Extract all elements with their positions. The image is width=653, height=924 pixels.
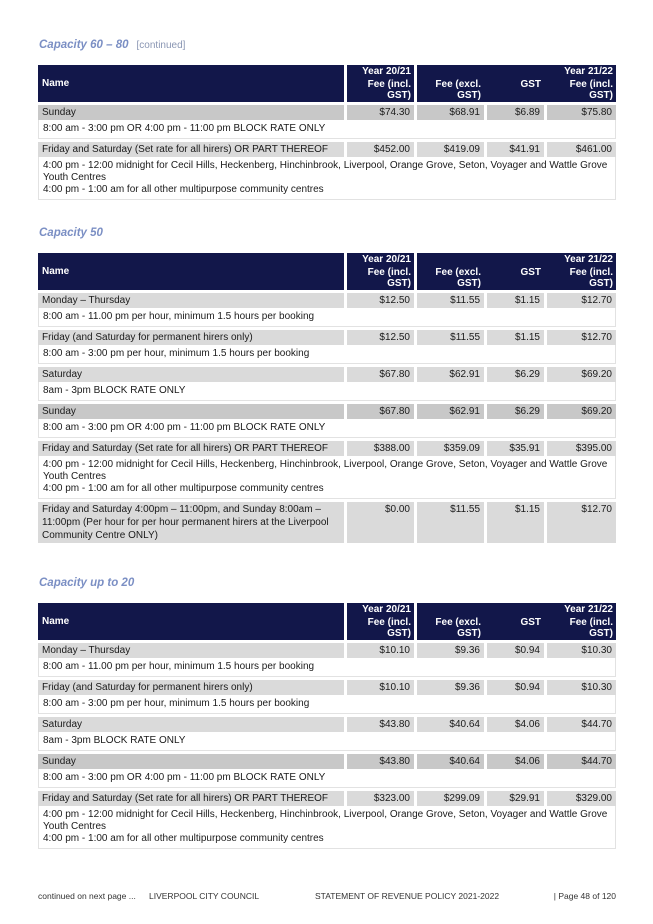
row-fee-incl-new: $69.20 bbox=[544, 364, 616, 382]
row-description bbox=[38, 806, 616, 849]
section-title: Capacity 50 bbox=[39, 227, 103, 239]
column-header-fee-incl-old: Fee (incl. GST) bbox=[344, 616, 414, 640]
column-header-gst: GST bbox=[484, 78, 544, 102]
row-fee-incl-new: $10.30 bbox=[544, 640, 616, 658]
row-fee-excl: $419.09 bbox=[414, 139, 484, 157]
column-header-name: Name bbox=[38, 253, 344, 290]
row-gst: $0.94 bbox=[484, 640, 544, 658]
table-row-description bbox=[38, 157, 616, 200]
row-name: Friday and Saturday (Set rate for all hirers) OR PART THEREOF bbox=[38, 788, 344, 806]
column-header-fee-incl-old: Fee (incl. GST) bbox=[344, 266, 414, 290]
column-header-year-new: Year 21/22 bbox=[414, 253, 616, 266]
table-row-description bbox=[38, 120, 616, 139]
row-gst: $35.91 bbox=[484, 438, 544, 456]
row-fee-incl-new: $395.00 bbox=[544, 438, 616, 456]
row-name: Friday (and Saturday for permanent hirers only) bbox=[38, 327, 344, 345]
row-fee-excl: $359.09 bbox=[414, 438, 484, 456]
table-row-description bbox=[38, 456, 616, 499]
header-row-years bbox=[38, 603, 616, 616]
column-header-year-new: Year 21/22 bbox=[414, 603, 616, 616]
row-fee-incl-old: $43.80 bbox=[344, 714, 414, 732]
row-gst: $6.29 bbox=[484, 364, 544, 382]
column-header-fee-incl-new: Fee (incl. GST) bbox=[544, 266, 616, 290]
row-description bbox=[38, 345, 616, 364]
row-name: Sunday bbox=[38, 401, 344, 419]
table-row-description bbox=[38, 658, 616, 677]
row-fee-incl-old: $12.50 bbox=[344, 290, 414, 308]
header-row-years bbox=[38, 65, 616, 78]
column-header-fee-excl: Fee (excl. GST) bbox=[414, 78, 484, 102]
row-gst: $0.94 bbox=[484, 677, 544, 695]
row-fee-excl: $62.91 bbox=[414, 401, 484, 419]
row-fee-excl: $68.91 bbox=[414, 102, 484, 120]
column-header-name: Name bbox=[38, 65, 344, 102]
description-line: 8:00 am - 3:00 pm per hour, minimum 1.5 hours per booking bbox=[43, 698, 310, 709]
table-row-description bbox=[38, 695, 616, 714]
row-gst: $1.15 bbox=[484, 327, 544, 345]
row-gst: $4.06 bbox=[484, 751, 544, 769]
row-fee-excl: $40.64 bbox=[414, 714, 484, 732]
table-row-description bbox=[38, 345, 616, 364]
column-header-year-old: Year 20/21 bbox=[344, 253, 414, 266]
row-gst: $29.91 bbox=[484, 788, 544, 806]
section-title: Capacity 60 – 80 [continued] bbox=[39, 39, 186, 51]
table-row-description bbox=[38, 419, 616, 438]
table-row bbox=[38, 714, 616, 732]
row-description bbox=[38, 769, 616, 788]
row-fee-incl-old: $74.30 bbox=[344, 102, 414, 120]
row-description bbox=[38, 382, 616, 401]
footer-page-number: | Page 48 of 120 bbox=[553, 891, 616, 901]
description-line: 4:00 pm - 12:00 midnight for Cecil Hills, Heckenberg, Hinchinbrook, Liverpool, Orange Grove, Seton, Voyager and Wattle Grove Youth Centres bbox=[43, 160, 608, 183]
footer-continued: continued on next page ... bbox=[38, 891, 136, 901]
row-name: Friday and Saturday (Set rate for all hirers) OR PART THEREOF bbox=[38, 438, 344, 456]
column-header-gst: GST bbox=[484, 616, 544, 640]
row-fee-excl: $11.55 bbox=[414, 499, 484, 543]
description-line: 8am - 3pm BLOCK RATE ONLY bbox=[43, 735, 186, 746]
description-line: 8:00 am - 11.00 pm per hour, minimum 1.5 hours per booking bbox=[43, 311, 315, 322]
row-name: Friday and Saturday (Set rate for all hirers) OR PART THEREOF bbox=[38, 139, 344, 157]
description-line: 8:00 am - 3:00 pm per hour, minimum 1.5 hours per booking bbox=[43, 348, 310, 359]
table-row bbox=[38, 499, 616, 543]
description-line: 4:00 pm - 12:00 midnight for Cecil Hills, Heckenberg, Hinchinbrook, Liverpool, Orange Grove, Seton, Voyager and Wattle Grove Youth Centres bbox=[43, 459, 608, 482]
column-header-year-old: Year 20/21 bbox=[344, 603, 414, 616]
row-description bbox=[38, 308, 616, 327]
description-line: 4:00 pm - 1:00 am for all other multipurpose community centres bbox=[43, 483, 324, 494]
row-fee-excl: $40.64 bbox=[414, 751, 484, 769]
row-description bbox=[38, 120, 616, 139]
row-fee-incl-old: $323.00 bbox=[344, 788, 414, 806]
continued-label: [continued] bbox=[136, 40, 186, 51]
row-fee-excl: $11.55 bbox=[414, 290, 484, 308]
row-fee-incl-old: $10.10 bbox=[344, 640, 414, 658]
description-line: 8:00 am - 3:00 pm OR 4:00 pm - 11:00 pm BLOCK RATE ONLY bbox=[43, 123, 326, 134]
table-row bbox=[38, 364, 616, 382]
row-description bbox=[38, 732, 616, 751]
fee-table bbox=[38, 253, 616, 543]
row-fee-incl-old: $10.10 bbox=[344, 677, 414, 695]
description-line: 4:00 pm - 1:00 am for all other multipurpose community centres bbox=[43, 184, 324, 195]
row-name: Saturday bbox=[38, 364, 344, 382]
description-line: 4:00 pm - 12:00 midnight for Cecil Hills, Heckenberg, Hinchinbrook, Liverpool, Orange Grove, Seton, Voyager and Wattle Grove Youth Centres bbox=[43, 809, 608, 832]
column-header-fee-incl-new: Fee (incl. GST) bbox=[544, 78, 616, 102]
row-fee-incl-new: $44.70 bbox=[544, 751, 616, 769]
table-row-description bbox=[38, 382, 616, 401]
row-fee-excl: $11.55 bbox=[414, 327, 484, 345]
row-fee-incl-new: $12.70 bbox=[544, 290, 616, 308]
row-fee-incl-new: $44.70 bbox=[544, 714, 616, 732]
row-name: Saturday bbox=[38, 714, 344, 732]
table-row bbox=[38, 401, 616, 419]
table-row-description bbox=[38, 806, 616, 849]
row-fee-incl-old: $67.80 bbox=[344, 364, 414, 382]
column-header-year-new: Year 21/22 bbox=[414, 65, 616, 78]
fee-table bbox=[38, 65, 616, 200]
row-fee-excl: $9.36 bbox=[414, 677, 484, 695]
column-header-year-old: Year 20/21 bbox=[344, 65, 414, 78]
table-row bbox=[38, 102, 616, 120]
row-fee-incl-new: $75.80 bbox=[544, 102, 616, 120]
row-gst: $6.89 bbox=[484, 102, 544, 120]
description-line: 4:00 pm - 1:00 am for all other multipurpose community centres bbox=[43, 833, 324, 844]
row-name: Sunday bbox=[38, 102, 344, 120]
row-gst: $6.29 bbox=[484, 401, 544, 419]
row-name: Friday and Saturday 4:00pm – 11:00pm, and Sunday 8:00am – 11:00pm (Per hour for per hour permanent hirers at the Liverpool Community Centre ONLY) bbox=[38, 499, 344, 543]
row-fee-incl-old: $67.80 bbox=[344, 401, 414, 419]
row-gst: $1.15 bbox=[484, 290, 544, 308]
row-gst: $4.06 bbox=[484, 714, 544, 732]
section-title: Capacity up to 20 bbox=[39, 577, 135, 589]
description-line: 8am - 3pm BLOCK RATE ONLY bbox=[43, 385, 186, 396]
row-fee-incl-old: $12.50 bbox=[344, 327, 414, 345]
row-gst: $41.91 bbox=[484, 139, 544, 157]
table-row bbox=[38, 640, 616, 658]
table-row bbox=[38, 438, 616, 456]
row-name: Monday – Thursday bbox=[38, 290, 344, 308]
row-description bbox=[38, 419, 616, 438]
row-fee-incl-new: $12.70 bbox=[544, 499, 616, 543]
description-line: 8:00 am - 3:00 pm OR 4:00 pm - 11:00 pm BLOCK RATE ONLY bbox=[43, 422, 326, 433]
row-fee-excl: $299.09 bbox=[414, 788, 484, 806]
table-row bbox=[38, 677, 616, 695]
row-fee-incl-new: $461.00 bbox=[544, 139, 616, 157]
row-name: Friday (and Saturday for permanent hirers only) bbox=[38, 677, 344, 695]
header-row-years bbox=[38, 253, 616, 266]
row-fee-excl: $62.91 bbox=[414, 364, 484, 382]
row-fee-incl-new: $69.20 bbox=[544, 401, 616, 419]
table-row bbox=[38, 290, 616, 308]
row-description bbox=[38, 157, 616, 200]
column-header-fee-incl-new: Fee (incl. GST) bbox=[544, 616, 616, 640]
table-row bbox=[38, 788, 616, 806]
column-header-name: Name bbox=[38, 603, 344, 640]
footer-doc-title: STATEMENT OF REVENUE POLICY 2021-2022 bbox=[315, 891, 500, 901]
table-row bbox=[38, 327, 616, 345]
column-header-fee-incl-old: Fee (incl. GST) bbox=[344, 78, 414, 102]
row-fee-incl-old: $43.80 bbox=[344, 751, 414, 769]
row-fee-incl-new: $10.30 bbox=[544, 677, 616, 695]
column-header-fee-excl: Fee (excl. GST) bbox=[414, 616, 484, 640]
footer-org: LIVERPOOL CITY COUNCIL bbox=[149, 891, 260, 901]
table-row-description bbox=[38, 769, 616, 788]
row-fee-excl: $9.36 bbox=[414, 640, 484, 658]
row-gst: $1.15 bbox=[484, 499, 544, 543]
row-name: Sunday bbox=[38, 751, 344, 769]
row-description bbox=[38, 456, 616, 499]
description-line: 8:00 am - 11.00 pm per hour, minimum 1.5 hours per booking bbox=[43, 661, 315, 672]
row-fee-incl-old: $0.00 bbox=[344, 499, 414, 543]
row-description bbox=[38, 658, 616, 677]
row-description bbox=[38, 695, 616, 714]
fee-table bbox=[38, 603, 616, 849]
table-row bbox=[38, 139, 616, 157]
row-fee-incl-old: $452.00 bbox=[344, 139, 414, 157]
table-row bbox=[38, 751, 616, 769]
column-header-fee-excl: Fee (excl. GST) bbox=[414, 266, 484, 290]
description-line: 8:00 am - 3:00 pm OR 4:00 pm - 11:00 pm BLOCK RATE ONLY bbox=[43, 772, 326, 783]
table-row-description bbox=[38, 308, 616, 327]
column-header-gst: GST bbox=[484, 266, 544, 290]
row-fee-incl-new: $329.00 bbox=[544, 788, 616, 806]
table-row-description bbox=[38, 732, 616, 751]
row-fee-incl-new: $12.70 bbox=[544, 327, 616, 345]
row-name: Monday – Thursday bbox=[38, 640, 344, 658]
row-fee-incl-old: $388.00 bbox=[344, 438, 414, 456]
page-footer bbox=[38, 891, 616, 903]
